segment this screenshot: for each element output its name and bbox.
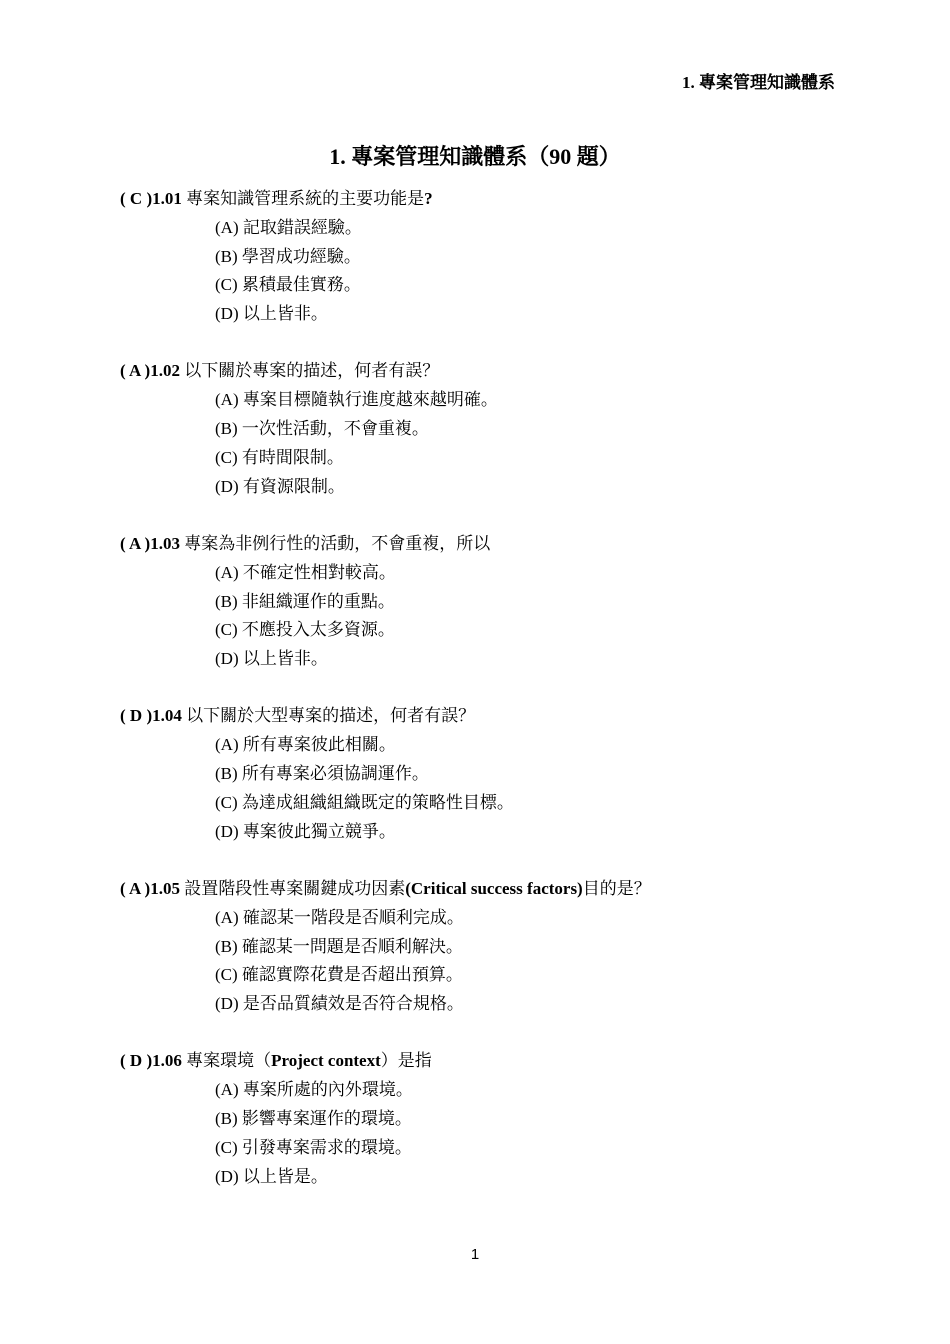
question-number: 1.02 [150, 361, 180, 381]
option-c: (C) 引發專案需求的環境。 [215, 1137, 412, 1157]
answer-key: ( A ) [120, 878, 151, 898]
option-b: (B) 一次性活動，不會重複。 [215, 419, 429, 439]
option-b: (B) 確認某一問題是否順利解決。 [215, 936, 463, 956]
question-text-bold: (Critical success factors) [405, 878, 583, 898]
question-text-bold: Project context [271, 1051, 381, 1071]
option-d: (D) 以上皆非。 [215, 304, 328, 324]
option-c: (C) 有時間限制。 [215, 447, 344, 467]
option-list [120, 214, 840, 329]
question-1-06 [120, 1047, 840, 1191]
question-stem [120, 357, 840, 386]
question-text: 以下關於專案的描述，何者有誤？ [179, 361, 440, 381]
option-d: (D) 有資源限制。 [215, 476, 345, 496]
option-list [120, 731, 840, 846]
answer-key: ( A ) [120, 361, 151, 381]
option-b: (B) 學習成功經驗。 [215, 246, 361, 266]
question-stem [120, 185, 840, 214]
option-b: (B) 所有專案必須協調運作。 [215, 764, 429, 784]
question-1-02 [120, 357, 840, 501]
question-stem [120, 702, 840, 731]
option-a: (A) 專案目標隨執行進度越來越明確。 [215, 390, 498, 410]
option-c: (C) 為達成組織組織既定的策略性目標。 [215, 792, 514, 812]
option-d: (D) 以上皆是。 [215, 1166, 328, 1186]
option-a: (A) 記取錯誤經驗。 [215, 217, 362, 237]
question-number: 1.03 [150, 533, 180, 553]
question-text-bold: ? [424, 189, 433, 208]
question-text-tail: ）是指 [380, 1051, 432, 1071]
question-text: 專案為非例行性的活動，不會重複，所以 [179, 533, 491, 553]
option-list [120, 904, 840, 1019]
running-header: 1. 專案管理知識體系 [682, 73, 835, 92]
option-d: (D) 專案彼此獨立競爭。 [215, 821, 396, 841]
question-list [120, 185, 840, 1220]
question-text: 專案知識管理系統的主要功能是 [181, 189, 425, 208]
option-d: (D) 以上皆非。 [215, 649, 328, 669]
question-text-tail: 目的是？ [582, 878, 651, 898]
question-number: 1.01 [152, 189, 182, 208]
option-c: (C) 確認實際花費是否超出預算。 [215, 965, 463, 985]
question-stem [120, 530, 840, 559]
question-number: 1.06 [152, 1051, 182, 1071]
question-1-05 [120, 875, 840, 1019]
answer-key: ( D ) [120, 1051, 153, 1071]
option-c: (C) 累積最佳實務。 [215, 275, 361, 295]
option-a: (A) 專案所處的內外環境。 [215, 1080, 413, 1100]
question-number: 1.05 [150, 878, 180, 898]
option-a: (A) 確認某一階段是否順利完成。 [215, 907, 464, 927]
document-title: 1. 專案管理知識體系（90 題） [329, 144, 621, 169]
page-number: 1 [470, 1246, 480, 1263]
option-b: (B) 非組織運作的重點。 [215, 591, 395, 611]
answer-key: ( D ) [120, 706, 153, 726]
option-list [120, 386, 840, 501]
question-1-03 [120, 530, 840, 674]
question-text: 專案環境（ [181, 1051, 272, 1071]
question-stem [120, 1047, 840, 1076]
answer-key: ( A ) [120, 533, 151, 553]
answer-key: ( C ) [120, 189, 153, 208]
option-list [120, 1076, 840, 1191]
question-stem [120, 875, 840, 904]
question-1-01 [120, 185, 840, 329]
option-a: (A) 所有專案彼此相關。 [215, 735, 396, 755]
option-c: (C) 不應投入太多資源。 [215, 620, 395, 640]
question-1-04 [120, 702, 840, 846]
option-b: (B) 影響專案運作的環境。 [215, 1109, 412, 1129]
question-number: 1.04 [152, 706, 182, 726]
option-a: (A) 不確定性相對較高。 [215, 562, 396, 582]
question-text: 以下關於大型專案的描述，何者有誤？ [181, 706, 476, 726]
option-list [120, 559, 840, 674]
question-text: 設置階段性專案關鍵成功因素 [179, 878, 406, 898]
option-d: (D) 是否品質績效是否符合規格。 [215, 994, 464, 1014]
